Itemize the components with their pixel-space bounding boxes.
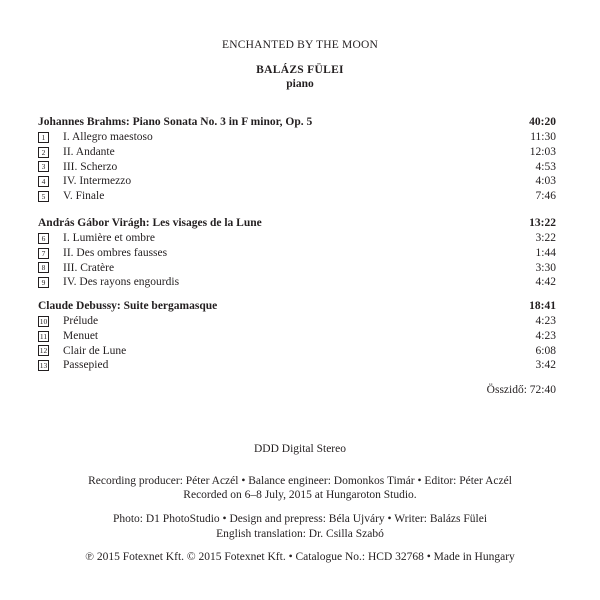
work-heading xyxy=(38,299,556,314)
track-title: Clair de Lune xyxy=(63,344,127,357)
track-number-box: 9 xyxy=(38,277,49,288)
track-title: Menuet xyxy=(63,329,99,342)
track-title: II. Andante xyxy=(63,145,115,158)
track-number-box: 2 xyxy=(38,147,49,158)
work-heading xyxy=(38,216,556,231)
tracklist-section xyxy=(38,115,556,204)
total-duration: Összidő: 72:40 xyxy=(486,384,556,396)
track-number-box: 13 xyxy=(39,361,48,371)
translation-credit: English translation: Dr. Csilla Szabó xyxy=(216,528,384,540)
tracklist-section xyxy=(38,299,556,373)
track-row xyxy=(38,160,556,175)
track-number-box: 10 xyxy=(39,316,48,326)
track-row xyxy=(38,189,556,204)
track-title: Passepied xyxy=(63,359,109,372)
artist-name: BALÁZS FÜLEI xyxy=(256,64,344,76)
track-title: I. Allegro maestoso xyxy=(63,131,153,143)
track-duration: 3:42 xyxy=(535,359,556,372)
track-number-box: 11 xyxy=(39,331,48,341)
track-number-box: 5 xyxy=(38,191,49,202)
track-duration: 6:08 xyxy=(535,344,556,357)
track-row xyxy=(38,358,556,373)
track-duration: 4:03 xyxy=(535,175,556,188)
track-row xyxy=(38,314,556,329)
track-number-box: 6 xyxy=(38,233,49,244)
track-duration: 7:46 xyxy=(535,190,556,203)
track-title: III. Scherzo xyxy=(63,160,118,173)
track-number-box: 1 xyxy=(38,132,49,143)
track-title: II. Des ombres fausses xyxy=(63,246,168,259)
instrument: piano xyxy=(286,78,314,90)
track-duration: 3:30 xyxy=(535,261,556,274)
track-row xyxy=(38,344,556,359)
audio-format: DDD Digital Stereo xyxy=(254,443,346,455)
track-row xyxy=(38,329,556,344)
production-credits: Recording producer: Péter Aczél • Balance engineer: Domonkos Timár • Editor: Péter Aczél xyxy=(88,475,512,487)
track-duration: 11:30 xyxy=(530,131,556,143)
track-number-box: 8 xyxy=(38,262,49,273)
track-row xyxy=(38,174,556,189)
work-duration: 18:41 xyxy=(529,300,556,312)
track-duration: 1:44 xyxy=(535,246,556,259)
work-heading xyxy=(38,115,556,130)
track-title: IV. Intermezzo xyxy=(63,175,132,188)
track-row xyxy=(38,231,556,246)
track-row xyxy=(38,261,556,276)
track-duration: 4:23 xyxy=(535,329,556,342)
track-duration: 4:42 xyxy=(535,276,556,289)
work-title: András Gábor Virágh: Les visages de la Lune xyxy=(38,217,262,229)
track-duration: 4:23 xyxy=(535,315,556,327)
track-title: Prélude xyxy=(63,315,99,327)
track-title: V. Finale xyxy=(63,190,105,203)
track-row xyxy=(38,130,556,145)
design-credits: Photo: D1 PhotoStudio • Design and prepress: Béla Ujváry • Writer: Balázs Fülei xyxy=(112,513,488,525)
track-row xyxy=(38,246,556,261)
track-row xyxy=(38,275,556,290)
track-number-box: 4 xyxy=(38,176,49,187)
recording-info: Recorded on 6–8 July, 2015 at Hungaroton Studio. xyxy=(183,489,417,501)
track-title: III. Cratère xyxy=(63,261,115,274)
track-duration: 4:53 xyxy=(535,160,556,173)
work-duration: 13:22 xyxy=(529,217,556,229)
track-number-box: 12 xyxy=(39,346,48,356)
work-title: Claude Debussy: Suite bergamasque xyxy=(38,300,218,312)
track-number-box: 3 xyxy=(38,161,49,172)
work-duration: 40:20 xyxy=(529,116,556,128)
copyright-line: ℗ 2015 Fotexnet Kft. © 2015 Fotexnet Kft. • Catalogue No.: HCD 32768 • Made in Hungary xyxy=(85,551,515,563)
tracklist-section xyxy=(38,216,556,290)
track-number-box: 7 xyxy=(38,248,49,259)
track-title: IV. Des rayons engourdis xyxy=(63,276,180,289)
work-title: Johannes Brahms: Piano Sonata No. 3 in F minor, Op. 5 xyxy=(38,116,313,128)
track-duration: 12:03 xyxy=(529,145,556,158)
track-title: I. Lumière et ombre xyxy=(63,232,155,244)
track-duration: 3:22 xyxy=(535,232,556,244)
track-row xyxy=(38,145,556,160)
album-title: ENCHANTED BY THE MOON xyxy=(222,39,378,51)
